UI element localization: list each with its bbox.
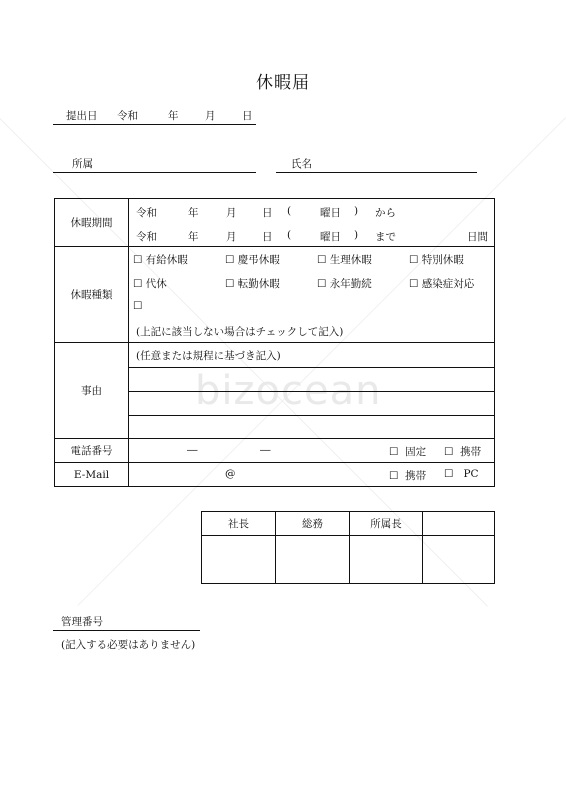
period-from-suffix: から	[375, 206, 396, 219]
submission-date-field[interactable]	[53, 124, 256, 125]
reason-line-2[interactable]	[129, 391, 494, 392]
phone-cell[interactable]	[129, 439, 495, 463]
approval-president-header: 社長	[202, 512, 276, 536]
management-number-field[interactable]	[53, 630, 200, 631]
period-to-day: 日	[262, 230, 273, 243]
approval-department-head-header: 所属長	[350, 512, 423, 536]
management-note: (記入する必要はありません)	[61, 639, 196, 651]
phone-label: 電話番号	[55, 439, 129, 463]
reason-label: 事由	[55, 343, 129, 439]
leave-type-cell	[129, 247, 495, 343]
phone-dash-1: ―	[187, 443, 198, 456]
checkbox-email-pc[interactable]	[444, 468, 479, 480]
option-label: 特別休暇	[421, 253, 464, 266]
approval-table	[201, 511, 495, 584]
checkbox-phone-mobile[interactable]	[444, 444, 481, 459]
reason-row	[55, 343, 495, 439]
checkbox-infection-leave[interactable]	[409, 276, 474, 291]
checkbox-email-mobile[interactable]	[389, 468, 426, 483]
option-label: 代休	[145, 277, 167, 290]
checkbox-icon: ☐	[389, 445, 399, 458]
reason-hint: (任意または規程に基づき記入)	[136, 349, 281, 362]
option-label: 有給休暇	[145, 253, 188, 266]
option-label: PC	[463, 467, 479, 480]
approval-general-affairs-header: 総務	[276, 512, 350, 536]
checkbox-icon: ☐	[444, 445, 454, 458]
reason-line-1[interactable]	[129, 367, 494, 368]
submission-day: 日	[242, 110, 253, 122]
checkbox-special-leave[interactable]	[409, 252, 464, 267]
submission-year: 年	[168, 110, 179, 122]
checkbox-compensatory-leave[interactable]	[133, 276, 167, 291]
period-to-month: 月	[226, 230, 237, 243]
checkbox-icon: ☐	[409, 253, 419, 266]
period-row	[55, 199, 495, 247]
approval-department-head-stamp[interactable]	[350, 536, 423, 584]
period-from-year: 年	[188, 206, 199, 219]
approval-president-stamp[interactable]	[202, 536, 276, 584]
management-number-label: 管理番号	[61, 616, 103, 628]
option-label: 永年勤続	[329, 277, 372, 290]
checkbox-icon: ☐	[317, 277, 327, 290]
checkbox-icon: ☐	[225, 253, 235, 266]
checkbox-icon: ☐	[444, 467, 454, 480]
period-to-era: 令和	[136, 230, 157, 243]
option-label: 転勤休暇	[237, 277, 280, 290]
leave-type-label: 休暇種類	[55, 247, 129, 343]
period-to-suffix: まで	[375, 230, 396, 243]
period-from-month: 月	[226, 206, 237, 219]
submission-era: 令和	[117, 110, 138, 122]
option-label: 慶弔休暇	[237, 253, 280, 266]
period-to-weekday: 曜日	[320, 230, 341, 243]
name-label: 氏名	[291, 158, 312, 170]
option-label: 携帯	[405, 469, 427, 482]
period-from-paren-open: (	[287, 204, 292, 217]
leave-type-row	[55, 247, 495, 343]
email-row	[55, 463, 495, 487]
page-title: 休暇届	[256, 73, 310, 93]
period-to-year: 年	[188, 230, 199, 243]
checkbox-other-leave[interactable]: ☐	[133, 299, 143, 312]
period-label: 休暇期間	[55, 199, 129, 247]
email-at-sign: @	[225, 467, 236, 480]
reason-cell	[129, 343, 495, 439]
period-from-weekday: 曜日	[320, 206, 341, 219]
approval-general-affairs-stamp[interactable]	[276, 536, 350, 584]
checkbox-bereavement-leave[interactable]	[225, 252, 280, 267]
checkbox-icon: ☐	[225, 277, 235, 290]
checkbox-icon: ☐	[389, 469, 399, 482]
department-label: 所属	[72, 158, 93, 170]
checkbox-paid-leave[interactable]	[133, 252, 188, 267]
period-to-paren-close: )	[354, 228, 359, 241]
approval-header-row	[202, 512, 495, 536]
approval-stamp-row	[202, 536, 495, 584]
period-from-era: 令和	[136, 206, 157, 219]
period-to-paren-open: (	[287, 228, 292, 241]
period-days: 日間	[467, 230, 488, 243]
email-cell[interactable]	[129, 463, 495, 487]
checkbox-long-service-leave[interactable]	[317, 276, 372, 291]
approval-extra-header	[423, 512, 495, 536]
email-label: E-Mail	[55, 463, 129, 487]
approval-extra-stamp[interactable]	[423, 536, 495, 584]
submission-date-label: 提出日	[66, 110, 98, 122]
option-label: 感染症対応	[421, 277, 475, 290]
checkbox-icon: ☐	[317, 253, 327, 266]
phone-row	[55, 439, 495, 463]
department-field[interactable]	[53, 172, 256, 173]
option-label: 携帯	[460, 445, 482, 458]
checkbox-icon: ☐	[409, 277, 419, 290]
watermark-text: bizocean	[195, 368, 382, 414]
leave-form-table	[54, 198, 495, 487]
reason-line-3[interactable]	[129, 415, 494, 416]
checkbox-icon: ☐	[133, 253, 143, 266]
option-label: 生理休暇	[329, 253, 372, 266]
period-cell[interactable]	[129, 199, 495, 247]
option-label: 固定	[405, 445, 427, 458]
checkbox-menstrual-leave[interactable]	[317, 252, 372, 267]
checkbox-icon: ☐	[133, 277, 143, 290]
phone-dash-2: ―	[260, 443, 271, 456]
checkbox-phone-fixed[interactable]	[389, 444, 426, 459]
leave-type-note: (上記に該当しない場合はチェックして記入)	[136, 325, 344, 338]
period-from-day: 日	[262, 206, 273, 219]
submission-month: 月	[205, 110, 216, 122]
period-from-paren-close: )	[354, 204, 359, 217]
checkbox-transfer-leave[interactable]	[225, 276, 280, 291]
name-field[interactable]	[276, 172, 477, 173]
